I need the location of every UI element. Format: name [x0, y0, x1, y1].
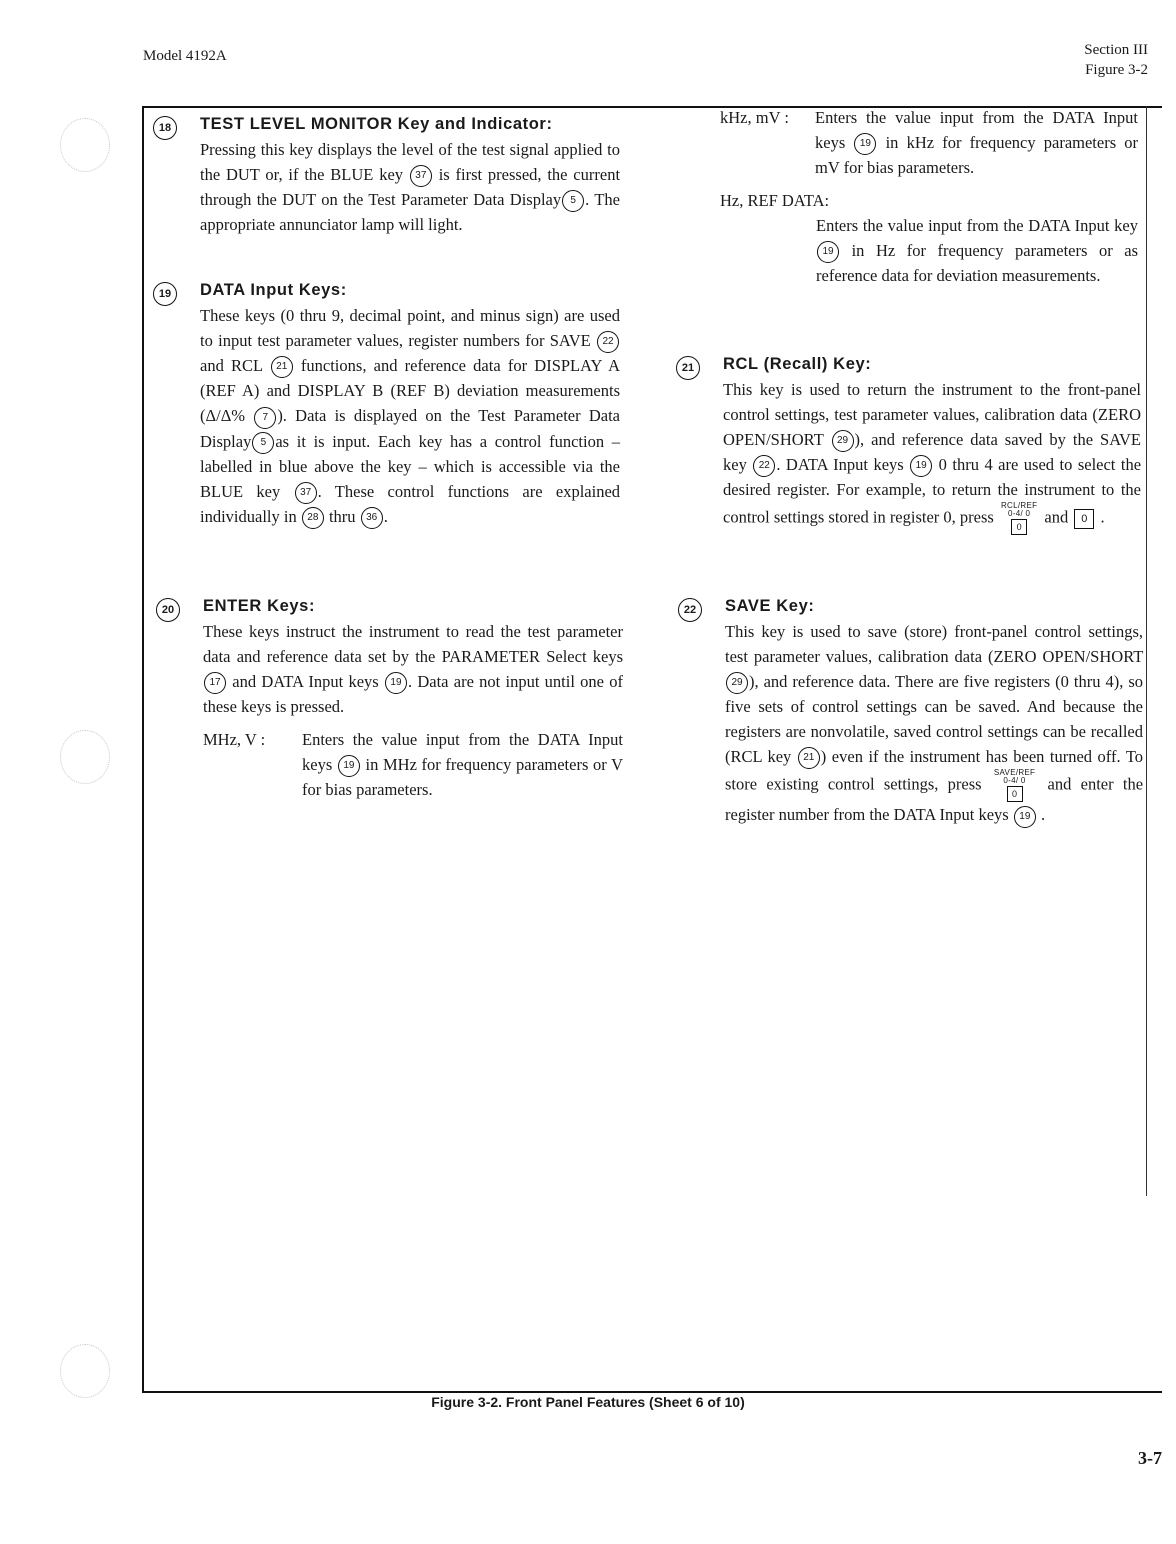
header-model: Model 4192A: [143, 48, 227, 64]
ref-28: 28: [302, 507, 324, 529]
item-20: [161, 597, 624, 802]
enter-hz-ref-data-text: Enters the value input from the DATA Input key 19 in Hz for frequency parameters or as reference data for deviation measurements.: [816, 216, 1139, 286]
binder-hole-top: [60, 118, 110, 172]
enter-khz-mv-text: Enters the value input from the DATA Input keys 19 in kHz for frequency parameters or mV for bias parameters.: [815, 108, 1139, 178]
ref-5: 5: [562, 190, 584, 212]
item-18-title: TEST LEVEL MONITOR Key and Indicator:: [200, 115, 553, 133]
header-figure: Figure 3-2: [1085, 62, 1148, 78]
item-22-body: This key is used to save (store) front-panel control settings, test parameter values, calibration data (ZERO OPEN/SHORT 29 ), and reference data. There are five registers (0 thru 4), so five sets of control settings can be saved. And because the registers are nonvolatile, saved control settings can be recalled (RCL key 21 ) even if the instrument has been turned off. To store existing control settings, press SAVE/REF 0-4/ 0 0 and enter the register number from the DATA Input keys 19 .: [725, 619, 1143, 828]
ref-19: 19: [385, 672, 407, 694]
enter-khz-mv: [720, 105, 1138, 180]
ref-29: 29: [832, 430, 854, 452]
item-22-number: 22: [678, 598, 702, 622]
item-21: [681, 355, 1142, 535]
item-20-title: ENTER Keys:: [203, 597, 316, 615]
item-18-number: 18: [153, 116, 177, 140]
enter-hz-ref-data: [720, 188, 1138, 288]
enter-mhz-v-text: Enters the value input from the DATA Input keys 19 in MHz for frequency parameters or V for bias parameters.: [302, 730, 624, 800]
ref-29: 29: [726, 672, 748, 694]
item-19-title: DATA Input Keys:: [200, 281, 347, 299]
header-section-block: [1084, 40, 1148, 80]
item-21-title: RCL (Recall) Key:: [723, 355, 872, 373]
ref-21: 21: [798, 747, 820, 769]
item-21-number: 21: [676, 356, 700, 380]
ref-7: 7: [254, 407, 276, 429]
ref-19: 19: [854, 133, 876, 155]
enter-hz-ref-data-label: Hz, REF DATA:: [720, 191, 830, 211]
item-22: [683, 597, 1144, 828]
ref-22: 22: [753, 455, 775, 477]
page-number: 3-7: [1138, 1448, 1162, 1468]
ref-19: 19: [910, 455, 932, 477]
rcl-key-symbol: RCL/REF 0-4/ 0 0: [1001, 502, 1037, 535]
item-20-continued: [720, 105, 1138, 288]
binder-hole-bottom: [60, 1344, 110, 1398]
ref-22: 22: [597, 331, 619, 353]
ref-36: 36: [361, 507, 383, 529]
enter-khz-mv-label: kHz, mV :: [720, 108, 789, 127]
figure-frame-right-edge: [1146, 106, 1147, 1196]
item-19: [158, 281, 621, 529]
ref-19: 19: [817, 241, 839, 263]
ref-19: 19: [1014, 806, 1036, 828]
zero-key-symbol: 0: [1074, 509, 1094, 529]
item-19-number: 19: [153, 282, 177, 306]
item-18: [158, 115, 621, 237]
header-section: Section III: [1084, 42, 1148, 58]
item-20-number: 20: [156, 598, 180, 622]
ref-19: 19: [338, 755, 360, 777]
ref-37: 37: [295, 482, 317, 504]
enter-mhz-v-label: MHz, V :: [203, 730, 266, 750]
item-21-body: This key is used to return the instrument to the front-panel control settings, test parameter values, calibration data (ZERO OPEN/SHORT 29 ), and reference data saved by the SAVE key 22 . DATA Input keys 19 0 thru 4 are used to select the desired register. For example, to return the instrument to the control settings stored in register 0, press RCL/REF 0-4/ 0 0 and 0 .: [723, 377, 1141, 535]
item-18-body: Pressing this key displays the level of the test signal applied to the DUT or, if the BLUE key 37 is first pressed, the current through the DUT on the Test Parameter Data Display 5 . The appropriate annunciator lamp will light.: [200, 140, 621, 235]
ref-17: 17: [204, 672, 226, 694]
enter-mhz-v: [203, 727, 623, 802]
item-22-title: SAVE Key:: [725, 597, 815, 615]
binder-hole-middle: [60, 730, 110, 784]
ref-21: 21: [271, 356, 293, 378]
save-key-symbol: SAVE/REF 0-4/ 0 0: [994, 769, 1035, 802]
ref-5: 5: [252, 432, 274, 454]
figure-caption: Figure 3-2. Front Panel Features (Sheet 6 of 10): [431, 1394, 745, 1410]
ref-37: 37: [410, 165, 432, 187]
item-19-body: These keys (0 thru 9, decimal point, and minus sign) are used to input test parameter values, register numbers for SAVE 22 and RCL 21 functions, and reference data for DISPLAY A (REF A) and DISPLAY B (REF B) deviation measurements (Δ/Δ% 7 ). Data is displayed on the Test Parameter Data Display 5 as it is input. Each key has a control function – labelled in blue above the key – which is accessible via the BLUE key 37 . These control functions are explained individually in 28 thru 36 .: [200, 303, 620, 529]
item-20-body: These keys instruct the instrument to read the test parameter data and reference data set by the PARAMETER Select keys 17 and DATA Input keys 19 . Data are not input until one of these keys is pressed.: [203, 622, 624, 717]
